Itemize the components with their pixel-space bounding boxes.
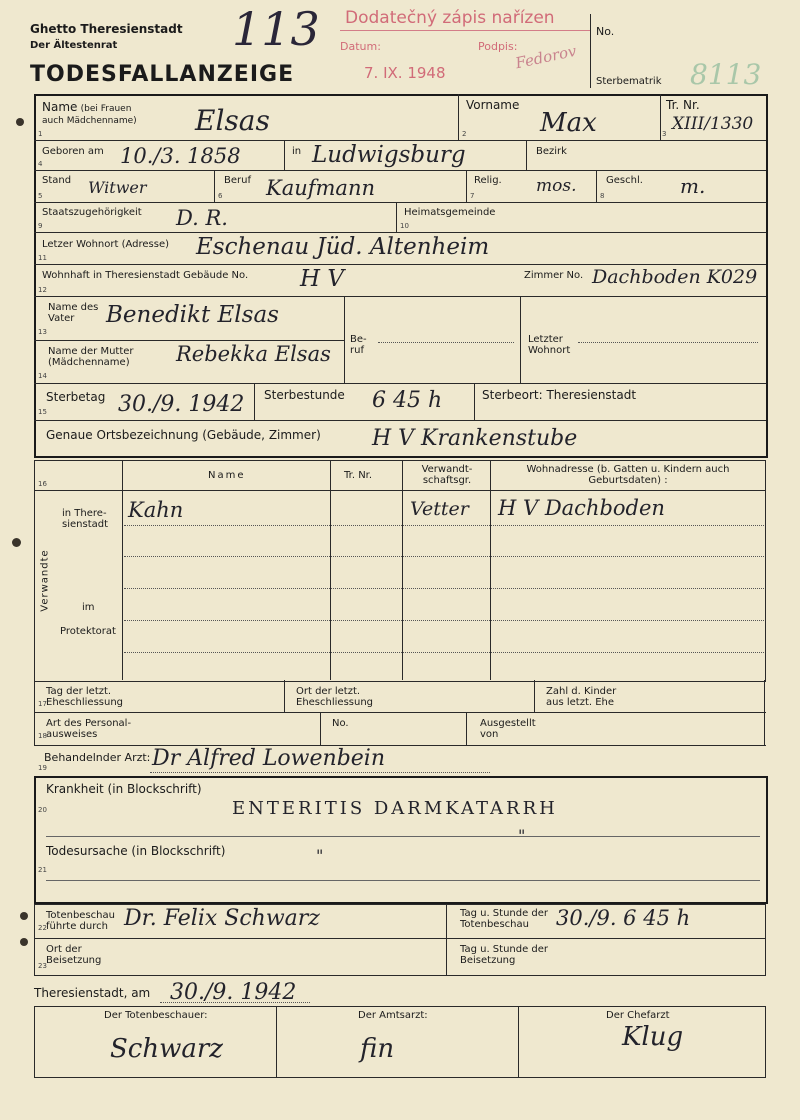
geboren-value: 10./3. 1858 — [120, 144, 241, 168]
totenbeschauer-label: Der Totenbeschauer: — [104, 1010, 208, 1021]
field-num-17: 17 — [38, 700, 47, 708]
beschau-value: Dr. Felix Schwarz — [124, 906, 320, 931]
name-value: Elsas — [195, 104, 270, 137]
beruf-value: Kaufmann — [266, 176, 375, 200]
todesursache-value: " — [316, 846, 324, 865]
field-num-23: 23 — [38, 962, 47, 970]
rel-col-addr: Wohnadresse (b. Gatten u. Kindern auch Geburtsdaten) : — [526, 464, 730, 486]
place-date-value: 30./9. 1942 — [170, 980, 297, 1005]
sterbeort-label: Sterbeort: Theresienstadt — [482, 388, 637, 402]
name-label: Name (bei Frauen auch Mädchenname) — [42, 100, 137, 126]
field-num-20: 20 — [38, 806, 47, 814]
in-label: in — [292, 146, 302, 157]
vorname-value: Max — [540, 108, 597, 138]
beschau-tag-value: 30./9. 6 45 h — [556, 906, 691, 930]
in-value: Ludwigsburg — [312, 142, 466, 168]
place-date-label: Theresienstadt, am — [34, 986, 151, 1000]
vorname-label: Vorname — [466, 98, 520, 112]
mutter-label: Name der Mutter (Mädchenname) — [48, 346, 134, 368]
wohnort-label: Letzer Wohnort (Adresse) — [42, 239, 170, 250]
arzt-label: Behandelnder Arzt: — [44, 751, 151, 764]
rel-row1-verw: Vetter — [410, 498, 469, 520]
field-num-11: 11 — [38, 254, 47, 262]
geschl-label: Geschl. — [606, 175, 643, 186]
field-num-15: 15 — [38, 408, 47, 416]
rel-im: im — [82, 602, 95, 613]
geboren-label: Geboren am — [42, 146, 104, 157]
rel-protektorat: Protektorat — [60, 626, 116, 637]
field-num-14: 14 — [38, 372, 47, 380]
chefarzt-sig: Klug — [622, 1022, 684, 1052]
rel-col-name: Name — [208, 470, 246, 481]
trnr-label: Tr. Nr. — [666, 98, 700, 112]
amtsarzt-sig: fin — [360, 1034, 395, 1064]
mutter-value: Rebekka Elsas — [176, 342, 331, 366]
stamp-signature: Fedorov — [513, 41, 578, 73]
ausweis-label: Art des Personal- ausweises — [46, 718, 132, 740]
trnr-value: XIII/1330 — [672, 114, 754, 134]
ortsbez-value: H V Krankenstube — [372, 426, 578, 451]
field-num-12: 12 — [38, 286, 47, 294]
stand-label: Stand — [42, 175, 72, 186]
sterbestunde-label: Sterbestunde — [264, 388, 345, 402]
sterbetag-value: 30./9. 1942 — [118, 392, 245, 417]
matrik-number: 8113 — [690, 58, 762, 91]
punch-hole-bottom — [20, 938, 28, 946]
sterbetag-label: Sterbetag — [46, 390, 106, 404]
field-num-19: 19 — [38, 764, 47, 772]
field-num-1: 1 — [38, 130, 43, 138]
amtsarzt-label: Der Amtsarzt: — [358, 1010, 428, 1021]
zimmer-label: Zimmer No. — [524, 270, 584, 281]
wohnhaft-label: Wohnhaft in Theresienstadt Gebäude No. — [42, 270, 249, 281]
field-num-22: 22 — [38, 924, 47, 932]
tag-beisetzung-label: Tag u. Stunde der Beisetzung — [460, 944, 549, 966]
field-num-8: 8 — [600, 192, 605, 200]
vater-label: Name des Vater — [48, 302, 99, 324]
geschl-value: m. — [680, 174, 706, 198]
letzter-label: Letzter Wohnort — [528, 334, 571, 356]
ausweis-no-label: No. — [332, 718, 349, 729]
marriage-tag-label: Tag der letzt. Eheschliessung — [46, 686, 124, 708]
zimmer-value: Dachboden K029 — [592, 266, 758, 288]
relig-value: mos. — [536, 176, 577, 196]
beschau-label: Totenbeschau führte durch — [46, 910, 115, 932]
krankheit-ditto: " — [518, 826, 526, 845]
rel-row1-name: Kahn — [128, 498, 184, 522]
field-num-2: 2 — [462, 130, 467, 138]
bezirk-label: Bezirk — [536, 146, 567, 157]
rel-in-there: in There- sienstadt — [62, 508, 109, 530]
field-num-16: 16 — [38, 480, 47, 488]
rel-row1-addr: H V Dachboden — [498, 496, 665, 520]
ort-beisetzung-label: Ort der Beisetzung — [46, 944, 102, 966]
stamp-date-label: Datum: — [340, 40, 381, 53]
staat-label: Staatszugehörigkeit — [42, 207, 142, 218]
heimat-label: Heimatsgemeinde — [404, 207, 496, 218]
rel-side-label: Verwandte — [39, 549, 51, 612]
wohnhaft-value: H V — [300, 266, 344, 292]
relatives-table — [34, 460, 766, 682]
chefarzt-label: Der Chefarzt — [606, 1010, 670, 1021]
sterbematrik-label: Sterbematrik — [596, 76, 662, 87]
field-num-10: 10 — [400, 222, 409, 230]
arzt-value: Dr Alfred Lowenbein — [152, 746, 386, 771]
krankheit-label: Krankheit (in Blockschrift) — [46, 782, 202, 796]
field-num-5: 5 — [38, 192, 43, 200]
sterbestunde-value: 6 45 h — [372, 388, 443, 413]
stamp-date-value: 7. IX. 1948 — [364, 64, 446, 82]
beruf-label: Beruf — [224, 175, 251, 186]
staat-value: D. R. — [176, 206, 228, 230]
handwritten-number: 113 — [232, 2, 320, 56]
rel-col-verw: Verwandt- schaftsgr. — [421, 464, 473, 486]
field-num-9: 9 — [38, 222, 43, 230]
form-title: TODESFALLANZEIGE — [30, 62, 295, 87]
ortsbez-label: Genaue Ortsbezeichnung (Gebäude, Zimmer) — [46, 428, 321, 442]
wohnort-value: Eschenau Jüd. Altenheim — [196, 234, 490, 260]
field-num-6: 6 — [218, 192, 223, 200]
field-num-21: 21 — [38, 866, 47, 874]
punch-hole-middle — [12, 538, 21, 547]
field-num-4: 4 — [38, 160, 43, 168]
todesursache-label: Todesursache (in Blockschrift) — [46, 844, 226, 858]
stamp-rule — [340, 30, 590, 31]
stamp-signature-label: Podpis: — [478, 40, 518, 53]
field-num-7: 7 — [470, 192, 475, 200]
marriage-ort-label: Ort der letzt. Eheschliessung — [296, 686, 374, 708]
krankheit-value: ENTERITIS DARMKATARRH — [232, 798, 558, 819]
marriage-zahl-label: Zahl d. Kinder aus letzt. Ehe — [546, 686, 617, 708]
punch-hole-lower — [20, 912, 28, 920]
council-name: Der Ältestenrat — [30, 40, 118, 51]
ghetto-name: Ghetto Theresienstadt — [30, 22, 183, 36]
field-num-3: 3 — [662, 130, 667, 138]
field-num-18: 18 — [38, 732, 47, 740]
totenbeschauer-sig: Schwarz — [110, 1034, 224, 1064]
rel-col-trnr: Tr. Nr. — [344, 470, 373, 481]
punch-hole-top — [16, 118, 24, 126]
relig-label: Relig. — [474, 175, 502, 186]
no-label: No. — [596, 25, 615, 38]
field-num-13: 13 — [38, 328, 47, 336]
beruf2-label: Be- ruf — [350, 334, 367, 356]
stamp-addendum: Dodatečný zápis nařízen — [345, 8, 555, 28]
stand-value: Witwer — [88, 178, 147, 197]
ausgestellt-label: Ausgestellt von — [480, 718, 536, 740]
vater-value: Benedikt Elsas — [106, 302, 279, 328]
beschau-tag-label: Tag u. Stunde der Totenbeschau — [460, 908, 549, 930]
